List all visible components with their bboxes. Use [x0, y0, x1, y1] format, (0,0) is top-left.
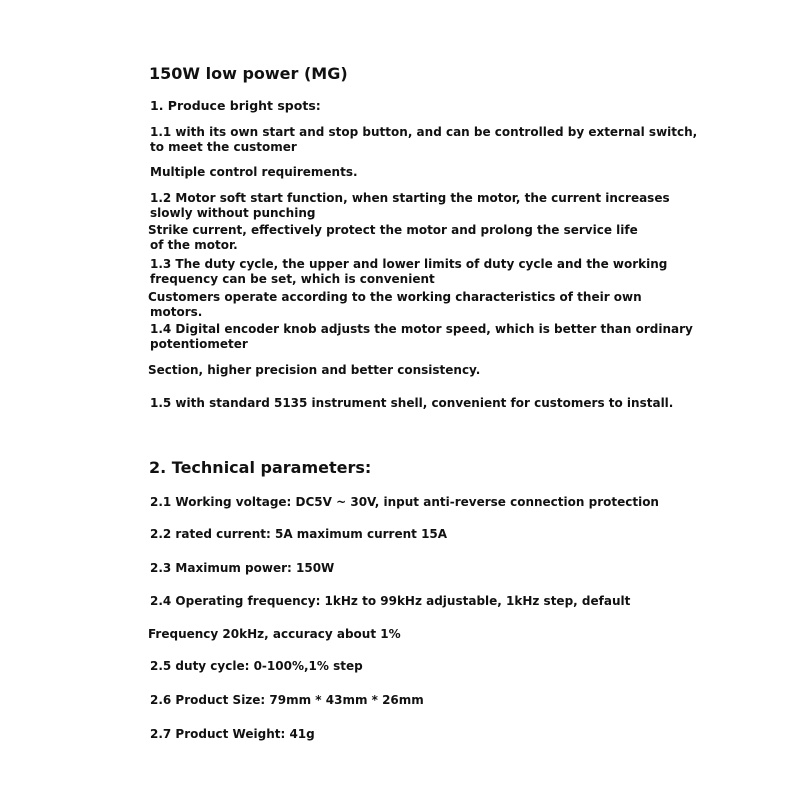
- section1-line: Multiple control requirements.: [150, 165, 358, 179]
- section1-line: Customers operate according to the working characteristics of their own: [148, 290, 642, 304]
- section2-line: 2.7 Product Weight: 41g: [150, 727, 315, 741]
- section1-line: potentiometer: [150, 337, 248, 351]
- section1-line: of the motor.: [150, 238, 238, 252]
- section2-line: 2.1 Working voltage: DC5V ~ 30V, input anti-reverse connection protection: [150, 495, 659, 509]
- section1-heading: 1. Produce bright spots:: [150, 98, 321, 113]
- section1-line: 1.4 Digital encoder knob adjusts the motor speed, which is better than ordinary: [150, 322, 693, 336]
- section1-line: motors.: [150, 305, 203, 319]
- section1-line: 1.2 Motor soft start function, when starting the motor, the current increases: [150, 191, 670, 205]
- section1-line: to meet the customer: [150, 140, 297, 154]
- section2-line: 2.4 Operating frequency: 1kHz to 99kHz adjustable, 1kHz step, default: [150, 594, 631, 608]
- section2-line: Frequency 20kHz, accuracy about 1%: [148, 627, 401, 641]
- document-title: 150W low power (MG): [149, 64, 348, 83]
- section2-line: 2.3 Maximum power: 150W: [150, 561, 335, 575]
- section1-line: 1.5 with standard 5135 instrument shell, convenient for customers to install.: [150, 396, 674, 410]
- section1-line: Section, higher precision and better consistency.: [148, 363, 481, 377]
- section1-line: slowly without punching: [150, 206, 316, 220]
- section1-line: frequency can be set, which is convenient: [150, 272, 435, 286]
- section2-line: 2.6 Product Size: 79mm * 43mm * 26mm: [150, 693, 424, 707]
- section1-line: Strike current, effectively protect the motor and prolong the service life: [148, 223, 638, 237]
- section1-line: 1.1 with its own start and stop button, and can be controlled by external switch,: [150, 125, 698, 139]
- section2-heading: 2. Technical parameters:: [149, 458, 372, 477]
- section2-line: 2.5 duty cycle: 0-100%,1% step: [150, 659, 363, 673]
- section1-line: 1.3 The duty cycle, the upper and lower limits of duty cycle and the working: [150, 257, 668, 271]
- section2-line: 2.2 rated current: 5A maximum current 15A: [150, 527, 448, 541]
